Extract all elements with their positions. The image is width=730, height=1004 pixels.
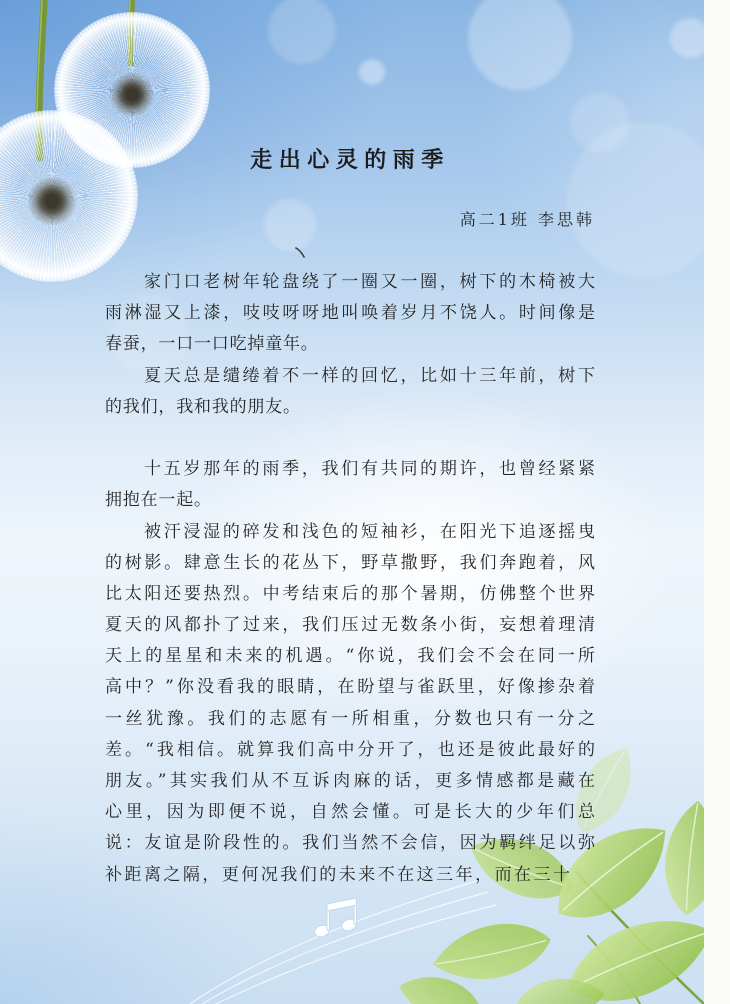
- text-line: 补距离之隔，更何况我们的未来不在这三年，而在三十: [105, 864, 570, 885]
- text-line: 心里，因为即便不说，自然会懂。可是长大的少年们总: [105, 802, 595, 823]
- text-line: 朋友。”其实我们从不互诉肉麻的话，更多情感都是藏在: [105, 771, 595, 791]
- text-line: 高中？”你没看我的眼睛，在盼望与雀跃里，好像掺杂着: [105, 677, 595, 698]
- text-line: 夏天总是缱绻着不一样的回忆，比如十三年前，树下: [144, 365, 595, 386]
- text-line: 十五岁那年的雨季，我们有共同的期许，也曾经紧紧: [144, 459, 595, 480]
- essay-body: [105, 267, 595, 891]
- text-line: 夏天的风都扑了过来，我们压过无数条小街，妄想着理清: [105, 615, 595, 636]
- text-line: 春蚕，一口一口吃掉童年。: [105, 334, 319, 355]
- text-line: 天上的星星和未来的机遇。“你说，我们会不会在同一所: [105, 646, 595, 667]
- text-line: 的树影。肆意生长的花丛下，野草撒野，我们奔跑着，风: [105, 552, 595, 573]
- text-line: 被汗浸湿的碎发和浅色的短袖衫，在阳光下追逐摇曳: [144, 521, 595, 542]
- paragraph: [105, 267, 595, 361]
- essay-title: 走出心灵的雨季: [250, 147, 450, 173]
- text-line: 说：友谊是阶段性的。我们当然不会信，因为羁绊足以弥: [105, 833, 595, 854]
- leaf: [428, 914, 556, 990]
- leaf: [660, 798, 704, 918]
- paragraph: [105, 361, 595, 423]
- text-line: 家门口老树年轮盘绕了一圈又一圈，树下的木椅被大: [144, 272, 595, 292]
- text-line: 一丝犹豫。我们的志愿有一所相重，分数也只有一分之: [105, 708, 595, 729]
- text-line: 比太阳还要热烈。中考结束后的那个暑期，仿佛整个世界: [105, 583, 595, 604]
- text-line: 拥抱在一起。: [105, 490, 212, 511]
- text-line: 差。“我相信。就算我们高中分开了，也还是彼此最好的: [105, 739, 595, 760]
- paragraph: [105, 454, 595, 516]
- author-line: 高二1班 李思韩: [459, 210, 595, 229]
- text-line: 的我们，我和我的朋友。: [105, 396, 301, 417]
- paragraph: [105, 517, 595, 891]
- paragraph-gap: [105, 423, 595, 454]
- text-line: 雨淋湿又上漆，吱吱呀呀地叫唤着岁月不饶人。时间像是: [105, 303, 595, 324]
